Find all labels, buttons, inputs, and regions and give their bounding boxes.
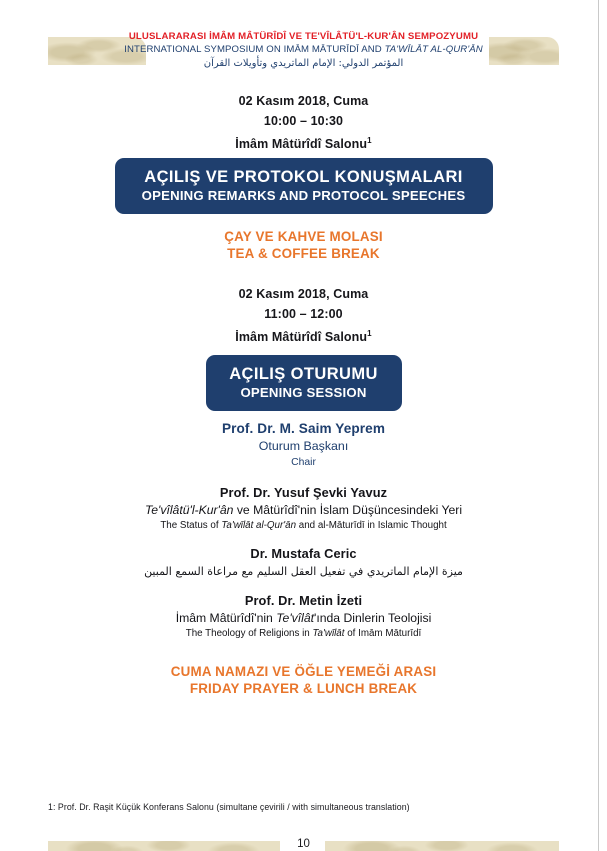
speaker-3-title-english-italic: Ta'wīlāt xyxy=(312,628,345,639)
speaker-entry-1 xyxy=(0,484,607,533)
chair-role-english: Chair xyxy=(291,457,316,468)
banner-opening-session-wrap xyxy=(0,355,607,411)
session-1-date: 02 Kasım 2018, Cuma xyxy=(238,94,369,108)
session-2-venue xyxy=(0,324,607,348)
header-title-arabic: المؤتمر الدولي: الإمام الماتريدي وتأويلات القرآن xyxy=(203,58,404,69)
break-tea-coffee xyxy=(0,228,607,262)
speaker-3-title-english-post: of Imām Māturīdī xyxy=(344,628,422,639)
session-2-time: 11:00 – 12:00 xyxy=(264,306,343,321)
speaker-2-name: Dr. Mustafa Ceric xyxy=(250,546,357,561)
speaker-2-title-arabic: ميزة الإمام الماتريدي في تفعيل العقل السليم مع مراعاة السمع المبين xyxy=(144,565,463,578)
banner-opening-remarks-tr: AÇILIŞ VE PROTOKOL KONUŞMALARI xyxy=(144,168,463,186)
header-title-english-italic: TA'WĪLĀT AL-QUR'ĀN xyxy=(384,44,483,55)
speaker-3-title-english xyxy=(0,627,607,641)
footnote: 1: Prof. Dr. Raşit Küçük Konferans Salonu (simultane çevirili / with simultaneous translation) xyxy=(48,802,410,812)
speaker-1-title-turkish-italic: Te'vîlâtü'l-Kur'ân xyxy=(144,503,234,517)
session-2-venue-footnote-marker: 1 xyxy=(367,329,372,338)
break-friday-prayer-lunch-en: FRIDAY PRAYER & LUNCH BREAK xyxy=(189,681,418,696)
speaker-1-title-english-pre: The Status of xyxy=(160,520,222,531)
speaker-1-title-turkish xyxy=(0,502,607,519)
banner-opening-remarks-wrap xyxy=(0,158,607,214)
break-friday-prayer-lunch xyxy=(0,663,607,697)
speaker-1-name: Prof. Dr. Yusuf Şevki Yavuz xyxy=(219,485,388,500)
banner-opening-remarks-en: OPENING REMARKS AND PROTOCOL SPEECHES xyxy=(141,188,466,203)
break-tea-coffee-tr: ÇAY VE KAHVE MOLASI xyxy=(224,229,383,244)
header-title-english-text: INTERNATIONAL SYMPOSIUM ON IMĀM MĀTURĪDĪ AND xyxy=(124,44,385,55)
banner-opening-session-tr: AÇILIŞ OTURUMU xyxy=(229,365,378,383)
session-chair xyxy=(0,419,607,470)
speaker-3-title-turkish-rest: 'ında Dinlerin Teolojisi xyxy=(314,611,432,625)
header-title-turkish: ULUSLARARASI İMÂM MÂTÜRÎDÎ VE TE'VÎLÂTÜ'L-KUR'ÂN SEMPOZYUMU xyxy=(128,31,479,42)
speaker-3-title-turkish xyxy=(0,610,607,627)
speaker-3-title-english-pre: The Theology of Religions in xyxy=(185,628,313,639)
session-2-meta xyxy=(0,285,607,348)
speaker-entry-2 xyxy=(0,545,607,580)
banner-opening-remarks[interactable] xyxy=(115,158,493,214)
chair-role-turkish: Oturum Başkanı xyxy=(258,439,349,453)
speaker-3-title-turkish-pre: İmâm Mâtürîdî'nin xyxy=(175,611,277,625)
session-1-venue-footnote-marker: 1 xyxy=(367,136,372,145)
session-2-venue-name: İmâm Mâtürîdî Salonu xyxy=(235,330,368,345)
page-number: 10 xyxy=(297,838,310,850)
chair-name: Prof. Dr. M. Saim Yeprem xyxy=(221,421,386,436)
break-friday-prayer-lunch-tr: CUMA NAMAZI VE ÖĞLE YEMEĞİ ARASI xyxy=(170,664,437,679)
running-header xyxy=(0,30,607,71)
session-1-venue xyxy=(0,131,607,155)
header-title-english xyxy=(0,43,607,56)
speaker-1-title-english-post: and al-Māturīdī in Islamic Thought xyxy=(296,520,447,531)
break-tea-coffee-en: TEA & COFFEE BREAK xyxy=(227,246,380,261)
banner-opening-session-en: OPENING SESSION xyxy=(240,385,367,400)
speaker-1-title-english-italic: Ta'wīlāt al-Qur'ān xyxy=(221,520,297,531)
speaker-entry-3 xyxy=(0,592,607,641)
speaker-1-title-english xyxy=(0,519,607,533)
session-1-venue-name: İmâm Mâtürîdî Salonu xyxy=(235,137,368,152)
session-1-time: 10:00 – 10:30 xyxy=(263,113,344,128)
speaker-3-title-turkish-italic: Te'vîlât xyxy=(276,611,315,625)
speaker-3-name: Prof. Dr. Metin İzeti xyxy=(244,593,363,608)
speaker-1-title-turkish-rest: ve Mâtürîdî'nin İslam Düşüncesindeki Yeri xyxy=(233,503,463,517)
session-1-meta xyxy=(0,92,607,155)
banner-opening-session[interactable] xyxy=(206,355,402,411)
session-2-date: 02 Kasım 2018, Cuma xyxy=(238,287,369,301)
